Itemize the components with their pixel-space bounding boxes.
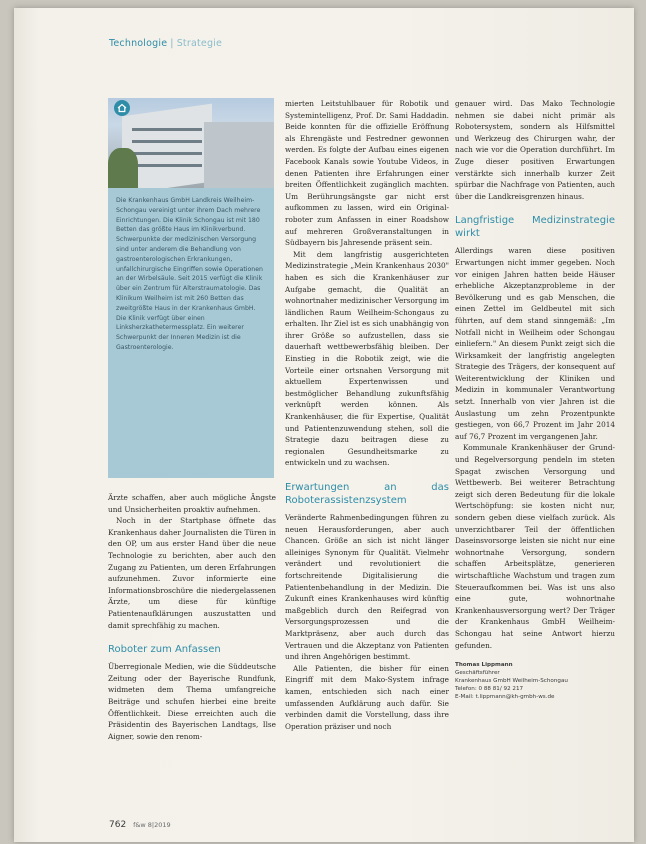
paragraph: Veränderte Rahmenbedingungen führen zu neuen Herausforderungen, aber auch Chancen. Größe an sich ist nicht länger alleiniges Synonym für Qualität. Vielmehr verändert und revolutioniert die fortschreitende Digitalisierung die Patientenbehandlung in der Medizin. Die Zukunft eines Krankenhauses wird künftig maßgeblich durch den Reifegrad von Versorgungsprozessen und die Marktpräsenz, aber auch durch das Vertrauen und die Akzeptanz von Patienten und ihren Angehörigen bestimmt. xyxy=(285,513,449,662)
column-1 xyxy=(108,492,276,742)
subheading: Erwartungen an das Roboterassistenzsystem xyxy=(285,482,449,506)
page-number: 762 xyxy=(109,820,127,830)
magazine-page xyxy=(14,8,634,842)
section-header xyxy=(109,38,222,49)
window-row xyxy=(132,128,202,131)
author-organization: Krankenhaus GmbH Weilheim-Schongau xyxy=(455,678,568,685)
column-2 xyxy=(285,98,449,732)
photo-caption-box xyxy=(108,188,274,478)
column-3 xyxy=(455,98,615,701)
magazine-name: f&w 8|2019 xyxy=(133,821,171,829)
paragraph: Allerdings waren diese positiven Erwartungen nicht immer gegeben. Noch vor einigen Jahren hatten beide Häuser erhebliche Akzeptanzprobleme in der Bevölkerung und es gab Menschen, die einen Zettel im Geldbeutel mit sich führten, auf dem stand sinngemäß: „Im Notfall nicht in Weilheim oder Schongau einliefern." An diesem Punkt zeigt sich die Wirksamkeit der langfristig angelegten Strategie des Trägers, der konsequent auf Weiterentwicklung der Kliniken und Medizin in kommunaler Verantwortung setzt. Innerhalb von vier Jahren ist die Auslastung um zehn Prozentpunkte gestiegen, von 66,7 Prozent im Jahr 2014 auf 76,7 Prozent im vergangenen Jahr. xyxy=(455,246,615,441)
window-row xyxy=(132,164,202,167)
window-row xyxy=(132,152,202,155)
subheading: Langfristige Medizinstrategie wirkt xyxy=(455,215,615,240)
paragraph: genauer wird. Das Mako Technologie nehmen sie dabei nicht primär als Robotersystem, sondern als Hilfsmittel und Werkzeug des Chirurgen wahr, der nach wie vor die Operation durchführt. Im Zuge dieser positiven Erwartungen verstärkte sich innerhalb kurzer Zeit spürbar die Nachfrage von Patienten, auch über die Landkreisgrenzen hinaus. xyxy=(455,99,615,201)
author-email: E-Mail: t.lippmann@kh-gmbh-ws.de xyxy=(455,694,555,701)
paragraph: Noch in der Startphase öffnete das Krankenhaus daher Journalisten die Türen in den OP, um aus erster Hand über die neue Technologie zu berichten, aber auch den Zugang zu Patienten, um deren Erfahrungen aufzunehmen. Zuvor informierte eine Informationsbroschüre die niedergelassenen Ärzte, um diese für künftige Patientenaufklärungen auszustatten und damit sprechfähig zu machen. xyxy=(108,516,276,630)
building-annex-shape xyxy=(204,122,274,188)
tree-shape xyxy=(108,148,138,188)
paragraph: Ärzte schaffen, aber auch mögliche Ängste und Unsicherheiten proaktiv aufnehmen. xyxy=(108,493,276,514)
section-subtitle: Strategie xyxy=(176,38,223,49)
paragraph: Kommunale Krankenhäuser der Grund- und Regelversorgung pendeln im steten Spagat zwischen Versorgung und Wettbewerb. Bei weiterer Betrachtung zeigt sich deren Bedeutung für die lokale Wertschöpfung: sie kosten nicht nur, sondern geben diese vielfach zurück. Als unverzichtbarer Teil der öffentlichen Daseinsvorsorge leisten sie nicht nur eine wohnortnahe Versorgung, sondern schaffen Arbeitsplätze, generieren wirtschaftliche Wachstum und tragen zum Steueraufkommen bei. Was ist uns also eine gute, wohnortnahe Krankenhausversorgung wert? Der Träger der Krankenhaus GmbH Weilheim-Schongau hat seine Antwort hierzu gefunden. xyxy=(455,443,615,650)
author-contact xyxy=(455,661,615,701)
paragraph: Mit dem langfristig ausgerichteten Medizinstrategie „Mein Krankenhaus 2030" haben es sich die Krankenhäuser zur Aufgabe gemacht, die Qualität an wohnortnaher medizinischer Versorgung im ländlichen Raum Weilheim-Schongaus zu erhalten. Ihr Ziel ist es sich unabhängig von ihrer Größe so aufzustellen, dass sie dauerhaft wettbewerbsfähig bleiben. Der Einstieg in die Robotik zeigt, wie die Vorteile einer ortsnahen Versorgung mit aktuellem Expertenwissen und bestmöglicher Behandlung zukunftsfähig verknüpft werden können. Als Krankenhäuser, die für Expertise, Qualität und Patientenzuwendung stehen, soll die Strategie dazu beitragen diese zu regionalen Gesundheitsmarke zu entwickeln und zu wachsen. xyxy=(285,249,449,468)
subheading: Roboter zum Anfassen xyxy=(108,644,221,656)
window-row xyxy=(132,140,202,143)
paragraph: mierten Leitstuhlbauer für Robotik und Systemintelligenz, Prof. Dr. Sami Haddadin. Beide konnten für die offizielle Eröffnung als Ehrengäste und Festredner gewonnen werden. Es folgte der Aufbau eines eigenen Facebook Kanals sowie Youtube Videos, in denen Patienten ihre Erfahrungen einer breiten Öffentlichkeit zugänglich machten. Um Berührungsängste gar nicht erst aufkommen zu lassen, wird ein Original-roboter zum Anfassen in einer Roadshow auf mehreren Großveranstaltungen in Südbayern bis Jahresende präsent sein. xyxy=(285,99,449,248)
hospital-photo xyxy=(108,98,274,188)
section-title: Technologie xyxy=(109,38,168,49)
author-phone: Telefon: 0 88 81/ 92 217 xyxy=(455,686,524,693)
home-icon xyxy=(114,100,130,116)
page-footer xyxy=(109,820,171,830)
paragraph: Alle Patienten, die bisher für einen Eingriff mit dem Mako-System infrage kamen, entschieden sich nach einer umfassenden Aufklärung auch dafür. Sie verbinden damit die Vorstellung, dass ihre Operation präziser und noch xyxy=(285,663,449,731)
author-name: Thomas Lippmann xyxy=(455,662,513,669)
paragraph: Überregionale Medien, wie die Süddeutsche Zeitung oder der Bayerische Rundfunk, widmeten dem Thema umfangreiche Beiträge und schufen hierbei eine breite Öffentlichkeit. Diese erreichten auch die Präsidentin des Bayerischen Landtags, Ilse Aigner, sowie den renom- xyxy=(108,662,276,741)
header-separator: | xyxy=(170,38,174,49)
photo-caption: Die Krankenhaus GmbH Landkreis Weilheim-Schongau vereinigt unter ihrem Dach mehrere Einrichtungen. Die Klinik Schongau ist mit 180 Betten das größte Haus im Klinikverbund. Schwerpunkte der medizinischen Versorgung sind unter anderem die Behandlung von gastroenterologischen Erkrankungen, unfallchirurgische Eingriffen sowie Operationen an der Wirbelsäule. Seit 2015 verfügt die Klinik über ein Zentrum für Alterstraumatologie. Das Klinikum Weilheim ist mit 260 Betten das zweitgrößte Haus in der Krankenhaus GmbH. Die Klinik verfügt über einen Linksherzkathetermessplatz. Ein weiterer Schwerpunkt der Inneren Medizin ist die Gastroenterologie. xyxy=(116,197,263,351)
author-role: Geschäftsführer xyxy=(455,670,500,677)
